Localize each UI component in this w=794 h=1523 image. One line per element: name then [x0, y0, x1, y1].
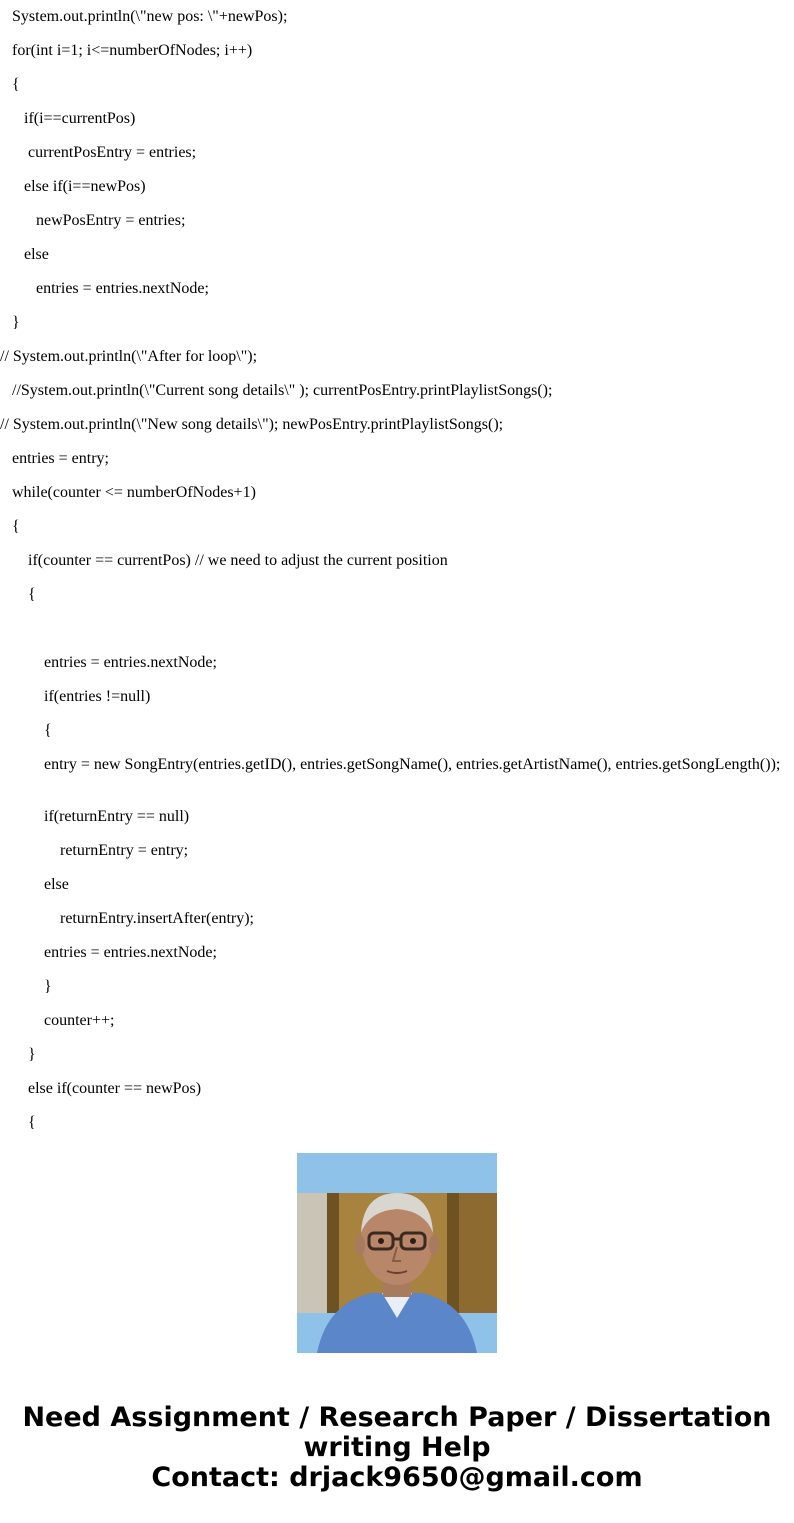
code-line: entries = entry;: [0, 450, 109, 467]
code-line: else: [0, 246, 49, 263]
code-line: {: [0, 76, 20, 93]
code-line: if(counter == currentPos) // we need to adjust the current position: [0, 552, 448, 569]
code-line: else if(counter == newPos): [0, 1080, 202, 1097]
promo-subheadline: writing Help: [303, 1432, 491, 1463]
code-line: returnEntry = entry;: [0, 842, 189, 859]
code-line: // System.out.println(\"After for loop\");: [0, 348, 258, 365]
code-line: currentPosEntry = entries;: [0, 144, 197, 161]
code-line: // System.out.println(\"New song details\"); newPosEntry.printPlaylistSongs();: [0, 416, 504, 433]
code-line: entries = entries.nextNode;: [0, 944, 217, 961]
code-line: entries = entries.nextNode;: [0, 654, 217, 671]
code-line: }: [0, 978, 52, 995]
code-line: entry = new SongEntry(entries.getID(), entries.getSongName(), entries.getArtistName(), entries.getSongLength());: [0, 756, 781, 773]
code-line: {: [0, 722, 52, 739]
code-line: if(returnEntry == null): [0, 808, 190, 825]
code-line: entries = entries.nextNode;: [0, 280, 209, 297]
author-avatar: [297, 1153, 497, 1353]
code-line: System.out.println(\"new pos: \"+newPos);: [0, 8, 288, 25]
code-line: counter++;: [0, 1012, 115, 1029]
code-line: }: [0, 314, 20, 331]
code-line: newPosEntry = entries;: [0, 212, 186, 229]
code-line: if(i==currentPos): [0, 110, 136, 127]
code-line: returnEntry.insertAfter(entry);: [0, 910, 254, 927]
code-line: else if(i==newPos): [0, 178, 146, 195]
promo-headline: Need Assignment / Research Paper / Dissertation: [22, 1402, 772, 1433]
code-line: {: [0, 586, 36, 603]
code-line: for(int i=1; i<=numberOfNodes; i++): [0, 42, 253, 59]
contact-email: Contact: drjack9650@gmail.com: [151, 1462, 643, 1493]
code-line: }: [0, 1046, 36, 1063]
code-line: while(counter <= numberOfNodes+1): [0, 484, 256, 501]
code-line: {: [0, 518, 20, 535]
code-line: //System.out.println(\"Current song details\" ); currentPosEntry.printPlaylistSongs();: [0, 382, 553, 399]
code-line: else: [0, 876, 69, 893]
person-portrait-icon: [297, 1153, 497, 1353]
code-line: {: [0, 1114, 36, 1131]
promo-banner: [0, 1403, 794, 1493]
code-line: if(entries !=null): [0, 688, 151, 705]
